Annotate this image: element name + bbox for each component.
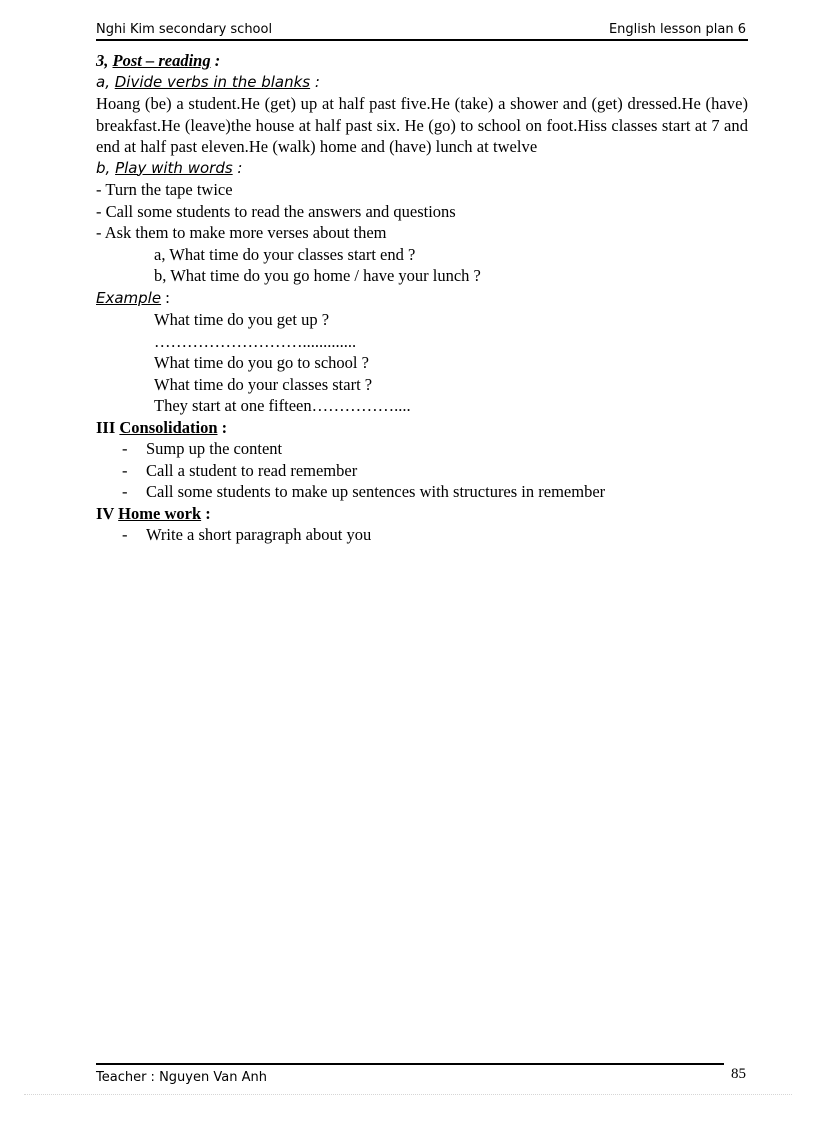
section-title: Consolidation — [119, 417, 218, 437]
play-with-words-heading — [96, 158, 748, 180]
post-reading-heading — [96, 50, 748, 72]
list-item — [96, 438, 748, 460]
list-item — [96, 524, 748, 546]
section-numeral: IV — [96, 503, 119, 523]
bullet-dash: - — [122, 525, 128, 544]
subsection-colon: : — [310, 72, 320, 91]
list-item-text: Sump up the content — [146, 439, 283, 458]
divide-verbs-heading — [96, 72, 748, 94]
page-header — [96, 20, 748, 41]
subsection-title: Divide verbs in the blanks — [114, 72, 311, 91]
section-colon: : — [210, 51, 221, 70]
list-item — [96, 460, 748, 482]
subsection-colon: : — [232, 158, 243, 177]
bullet-dash: - — [122, 439, 128, 458]
subsection-title: Play with words — [115, 158, 233, 177]
section-numeral: III — [96, 417, 120, 437]
section-title: Home work — [118, 503, 202, 523]
homework-heading — [96, 503, 748, 525]
footer-divider — [96, 1063, 724, 1065]
school-name: Nghi Kim secondary school — [96, 22, 273, 37]
example-line: They start at one fifteen…………….... — [154, 396, 411, 415]
step-item: - Call some students to read the answers and questions — [96, 201, 456, 221]
example-line: What time do your classes start ? — [154, 374, 373, 394]
document-body — [96, 50, 748, 546]
bullet-dash: - — [122, 460, 128, 480]
section-number: 3, — [96, 51, 113, 70]
list-item-text: Call some students to make up sentences with structures in remember — [146, 482, 606, 501]
example-heading — [96, 287, 748, 310]
example-label: Example — [96, 288, 162, 307]
consolidation-heading — [96, 417, 748, 439]
teacher-name: Teacher : Nguyen Van Anh — [96, 1070, 267, 1085]
section-title: Post – reading — [112, 51, 211, 70]
list-item — [96, 481, 748, 503]
step-item: - Turn the tape twice — [96, 180, 233, 199]
subsection-prefix: b, — [96, 158, 116, 177]
example-colon: : — [161, 287, 170, 307]
bullet-dash: - — [122, 482, 128, 501]
page-edge — [24, 1094, 792, 1095]
section-colon: : — [217, 417, 228, 437]
example-line: What time do you get up ? — [154, 310, 330, 329]
example-line: ………………………............. — [154, 331, 357, 351]
section-colon: : — [201, 503, 211, 523]
list-item-text: Call a student to read remember — [146, 460, 358, 480]
question-item: a, What time do your classes start end ? — [154, 244, 416, 264]
list-item-text: Write a short paragraph about you — [146, 525, 372, 544]
exercise-paragraph: Hoang (be) a student.He (get) up at half past five.He (take) a shower and (get) dressed.He (have) breakfast.He (leave)the house at half past six. He (go) to school on foot.Hiss classes start at 7 and end at half past eleven.He (walk) home and (have) lunch at twelve — [96, 94, 748, 156]
lesson-plan-title: English lesson plan 6 — [608, 22, 746, 37]
example-line: What time do you go to school ? — [154, 353, 369, 372]
page-number: 85 — [731, 1066, 746, 1082]
step-item: - Ask them to make more verses about them — [96, 223, 387, 242]
subsection-prefix: a, — [96, 72, 115, 91]
question-item: b, What time do you go home / have your lunch ? — [154, 266, 481, 285]
